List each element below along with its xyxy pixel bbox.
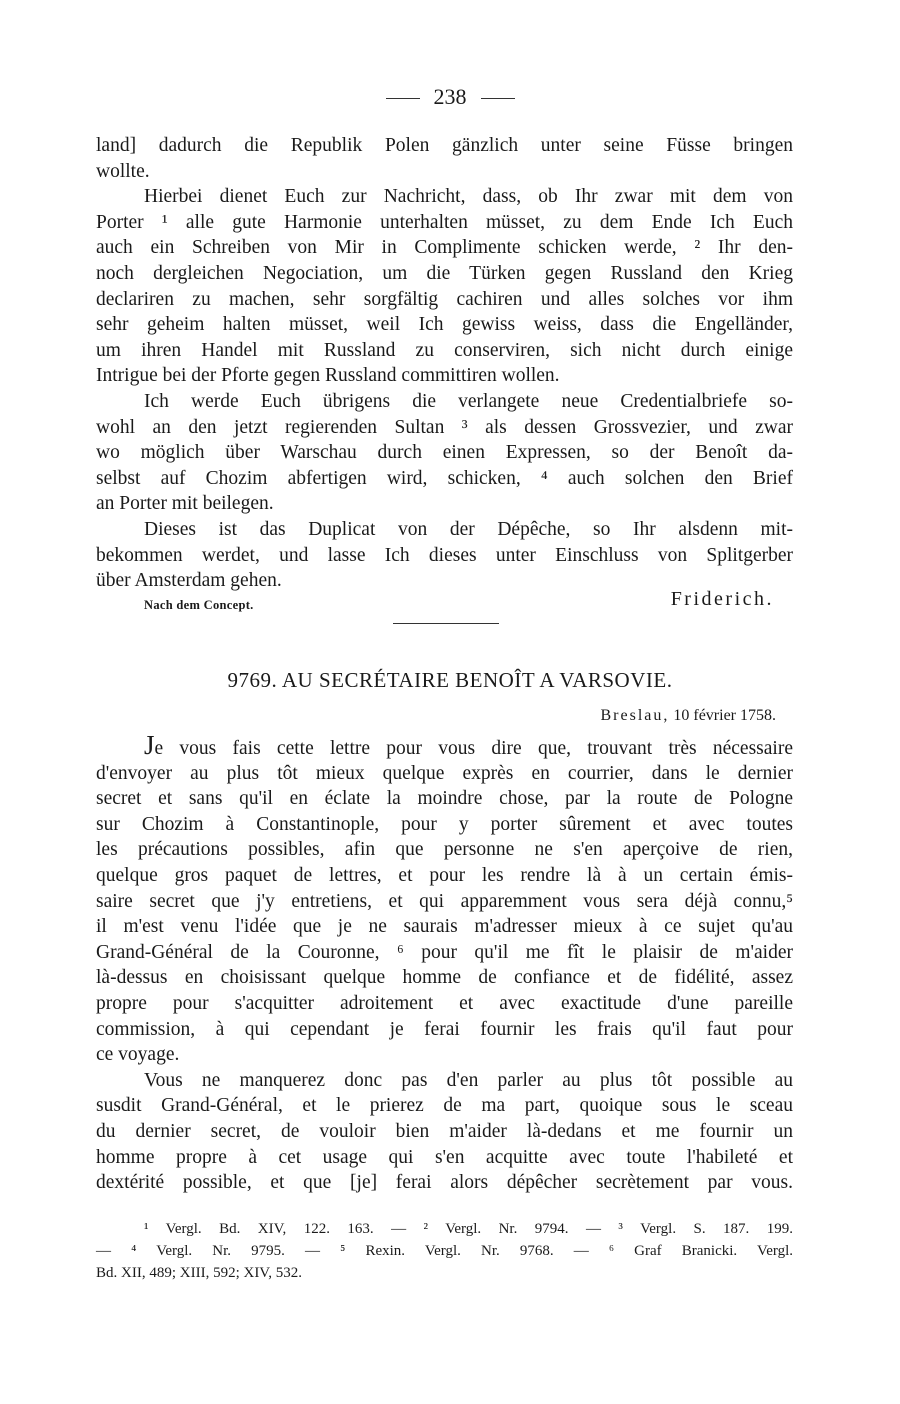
text-line: d'envoyer au plus tôt mieux quelque exprès en courrier, dans le dernier — [96, 762, 793, 784]
text-line: du dernier secret, de vouloir bien m'aider là-dedans et me fournir un — [96, 1120, 793, 1142]
text-line: über Amsterdam gehen. — [96, 570, 282, 592]
dateline-date: 10 février 1758. — [673, 707, 776, 724]
text-line: dextérité possible, et que [je] ferai alors dépêcher secrètement par vous. — [96, 1172, 793, 1194]
text-line: il m'est venu l'idée que je ne saurais m'adresser mieux à ce sujet qu'au — [96, 916, 793, 938]
text-line: bekommen werdet, und lasse Ich dieses unter Einschluss von Splitgerber — [96, 544, 793, 566]
text-line: Vous ne manquerez donc pas d'en parler au plus tôt possible au — [144, 1069, 793, 1091]
text-line: les précautions possibles, afin que personne ne s'en aperçoive de rien, — [96, 839, 793, 861]
initial-letter: J — [144, 730, 155, 760]
dateline-place: Breslau, — [600, 707, 670, 724]
text-line: Grand-Général de la Couronne, ⁶ pour qu'il me fît le plaisir de m'aider — [96, 941, 793, 963]
dateline — [600, 707, 776, 725]
text-line: homme propre à cet usage qui s'en acquitte avec toute l'habileté et — [96, 1146, 793, 1168]
text-line: wollte. — [96, 160, 150, 182]
text-line: sehr geheim halten müsset, weil Ich gewiss weiss, dass die Engelländer, — [96, 314, 793, 336]
footnotes — [96, 1218, 793, 1284]
text-line: land] dadurch die Republik Polen gänzlich unter seine Füsse bringen — [96, 135, 793, 156]
text-line: Dieses ist das Duplicat von der Dépêche, so Ihr alsdenn mit- — [144, 518, 793, 540]
letter-signoff — [0, 588, 900, 618]
source-note: Nach dem Concept. — [144, 598, 254, 612]
text-line: là-dessus en choisissant quelque homme de confiance et de fidélité, assez — [96, 967, 793, 989]
footnote-line: ¹ Vergl. Bd. XIV, 122. 163. — ² Vergl. Nr. 9794. — ³ Vergl. S. 187. 199. — [144, 1221, 793, 1237]
text-line: Hierbei dienet Euch zur Nachricht, dass, ob Ihr zwar mit dem von — [144, 186, 793, 208]
text-line: noch dergleichen Negociation, um die Türken gegen Russland den Krieg — [96, 262, 793, 284]
text-line: sur Chozim à Constantinople, pour y porter sûrement et avec toutes — [96, 813, 793, 835]
header-dash-left — [386, 98, 420, 99]
text-line: susdit Grand-Général, et le prierez de ma part, quoique sous le sceau — [96, 1095, 793, 1117]
text-line: secret et sans qu'il en éclate la moindre chose, par la route de Pologne — [96, 788, 793, 810]
page-number: 238 — [433, 84, 467, 109]
text-line: auch ein Schreiben von Mir in Complimente schicken werde, ² Ihr den- — [96, 237, 793, 259]
first-line-text: e vous fais cette lettre pour vous dire que, trouvant très nécessaire — [154, 738, 793, 759]
footnote-line: Bd. XII, 489; XIII, 592; XIV, 532. — [96, 1265, 302, 1281]
letter-german-body — [96, 133, 793, 594]
text-line-first — [96, 730, 793, 761]
text-line: Porter ¹ alle gute Harmonie unterhalten müsset, zu dem Ende Ich Euch — [96, 211, 793, 233]
text-line: selbst auf Chozim abfertigen wird, schicken, ⁴ auch solchen den Brief — [96, 467, 793, 489]
letter-title: 9769. AU SECRÉTAIRE BENOÎT A VARSOVIE. — [227, 668, 673, 692]
text-line: commission, à qui cependant je ferai fournir les frais qu'il faut pour — [96, 1018, 793, 1040]
signature: Friderich. — [670, 588, 774, 610]
text-line: ce voyage. — [96, 1044, 180, 1066]
text-line: saire secret que j'y entretiens, et qui apparemment vous sera déjà connu,⁵ — [96, 890, 793, 912]
text-line: propre pour s'acquitter adroitement et avec exactitude d'une pareille — [96, 992, 793, 1014]
text-line: an Porter mit beilegen. — [96, 493, 274, 515]
footnote-line: — ⁴ Vergl. Nr. 9795. — ⁵ Rexin. Vergl. Nr. 9768. — ⁶ Graf Branicki. Vergl. — [96, 1243, 793, 1259]
page-header — [0, 84, 900, 110]
text-line: um ihren Handel mit Russland zu conserviren, sich nicht durch einige — [96, 339, 793, 361]
text-line: quelque gros paquet de lettres, et pour les rendre là à un certain émis- — [96, 864, 793, 886]
text-line: wo möglich über Warschau durch einen Expressen, so der Benoît da- — [96, 442, 793, 464]
text-line: declariren zu machen, sehr sorgfältig cachiren und alles solches vor ihm — [96, 288, 793, 310]
letter-french-body — [96, 730, 793, 1196]
header-dash-right — [481, 98, 515, 99]
text-line: wohl an den jetzt regierenden Sultan ³ als dessen Grossvezier, und zwar — [96, 416, 793, 438]
section-divider — [393, 623, 499, 624]
text-line: Ich werde Euch übrigens die verlangete neue Credentialbriefe so- — [144, 390, 793, 412]
text-line: Intrigue bei der Pforte gegen Russland committiren wollen. — [96, 365, 560, 387]
